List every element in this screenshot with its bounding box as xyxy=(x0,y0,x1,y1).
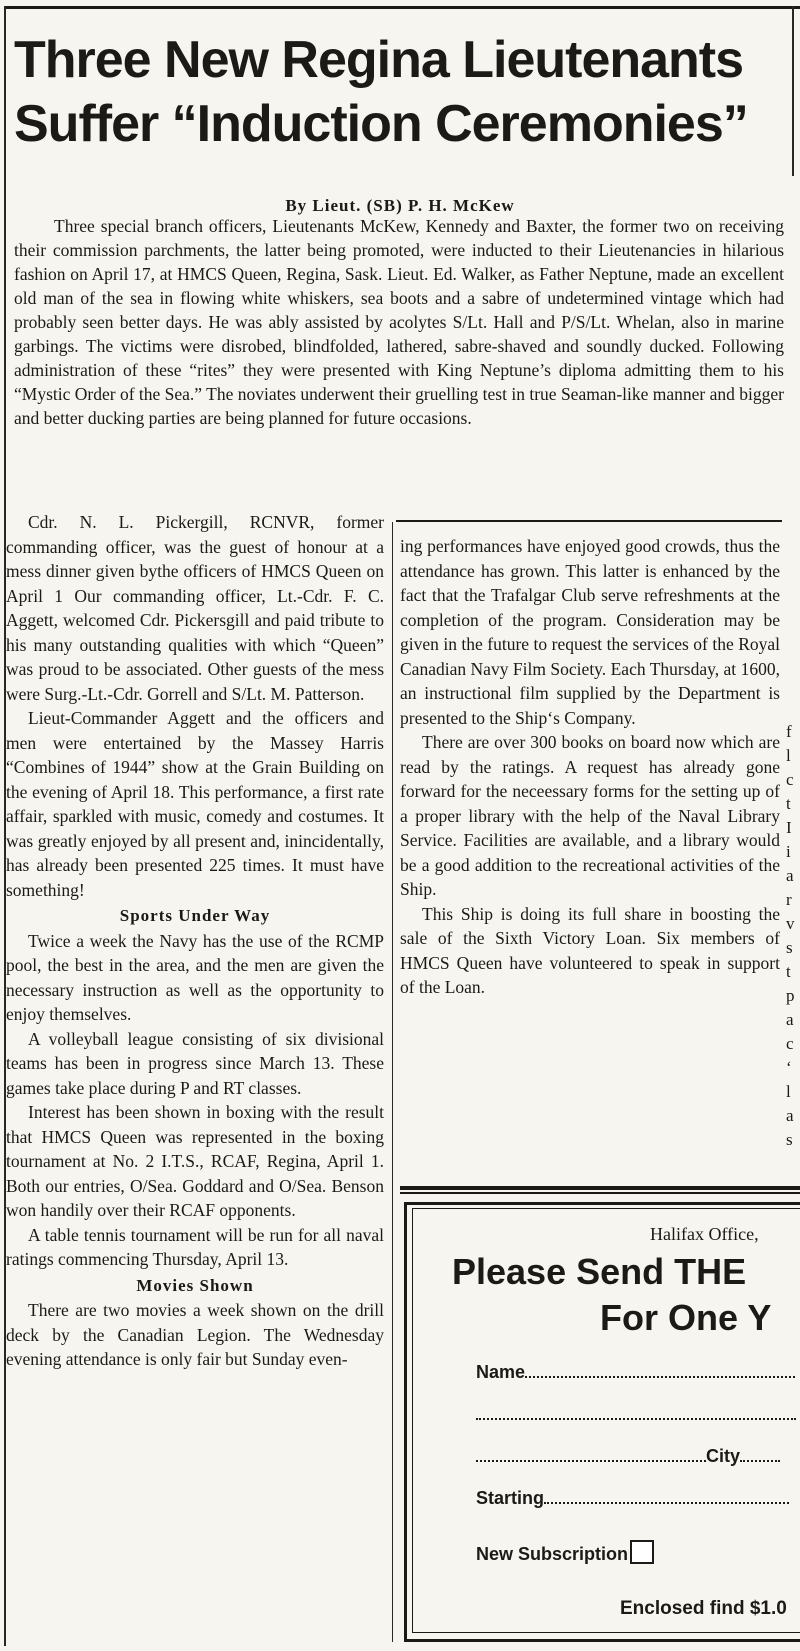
name-field-row xyxy=(476,1362,795,1383)
edge-fragment: c xyxy=(786,770,794,789)
subheading-sports: Sports Under Way xyxy=(119,906,271,925)
paragraph-volleyball: A volleyball league consisting of six divisional teams has been in progress since March 13. These games take place during P and RT classes. xyxy=(6,1028,384,1098)
paragraph-library: There are over 300 books on board now which are read by the ratings. A request has already gone forward for the neceessary forms for the setting up of a proper library with the help of the Naval Library Service. Facilities are available, and a library would be a good addition to the recreational activities of the Ship. xyxy=(400,732,780,899)
edge-fragment: l xyxy=(786,1082,791,1101)
edge-fragment: t xyxy=(786,962,791,981)
new-subscription-row xyxy=(476,1540,654,1565)
city-field-row xyxy=(476,1446,780,1467)
city-field[interactable] xyxy=(740,1456,780,1462)
edge-fragment: r xyxy=(786,890,792,909)
paragraph-victory-loan: This Ship is doing its full share in boosting the sale of the Sixth Victory Loan. Six members of HMCS Queen have volunteered to speak in support of the Loan. xyxy=(400,903,780,997)
name-label: Name xyxy=(476,1362,526,1382)
subheading-movies: Movies Shown xyxy=(136,1275,254,1295)
paragraph-table-tennis: A table tennis tournament will be run for all naval ratings commencing Thursday, April 13. xyxy=(6,1224,384,1269)
edge-fragment: ‘ xyxy=(786,1058,792,1077)
paragraph-mess-dinner: Cdr. N. L. Pickergill, RCNVR, former commanding officer, was the guest of honour at a mess dinner given bythe officers of HMCS Queen on April 1 Our commanding officer, Lt.-Cdr. F. C. Aggett, welcomed Cdr. Pickersgill and paid tribute to his many outstanding qualities with which “Queen” was proud to be associated. Other guests of the mess were Surg.-Lt.-Cdr. Gorrell and S/Lt. M. Patterson. xyxy=(6,512,384,704)
address-field-2[interactable] xyxy=(476,1456,706,1462)
form-office: Halifax Office, xyxy=(650,1224,759,1244)
form-headline-2: For One Y xyxy=(600,1297,772,1338)
new-subscription-label: New Subscription xyxy=(476,1544,629,1564)
form-headline-1: Please Send THE xyxy=(452,1251,747,1292)
starting-field-row xyxy=(476,1488,789,1509)
new-subscription-checkbox[interactable] xyxy=(630,1540,654,1564)
right-column-top-rule xyxy=(396,520,782,522)
headline-line-1: Three New Regina Lieutenants xyxy=(14,31,744,89)
address-field-row xyxy=(476,1404,796,1425)
edge-fragment: s xyxy=(786,1130,793,1149)
edge-fragment: a xyxy=(786,866,794,885)
paragraph-combines-show: Lieut-Commander Aggett and the officers and men were entertained by the Massey Harris “Combines of 1944” show at the Grain Building on the evening of April 18. This performance, a first rate affair, sparkled with music, comedy and costumes. It was greatly enjoyed by all present and, inincidentally, has already been presented 225 times. It must have something! xyxy=(6,708,384,900)
paragraph-boxing: Interest has been shown in boxing with the result that HMCS Queen was represented in the boxing tournament at No. 2 I.T.S., RCAF, Regina, April 1. Both our entries, O/Sea. Goddard and O/Sea. Benson won handily over their RCAF opponents. xyxy=(6,1102,384,1220)
right-column xyxy=(400,534,780,1000)
headline-line-2: Suffer “Induction Ceremonies” xyxy=(14,95,748,153)
edge-fragment: I xyxy=(786,818,792,837)
left-column xyxy=(6,510,384,1372)
edge-fragment: t xyxy=(786,794,791,813)
address-field[interactable] xyxy=(476,1414,796,1420)
paragraph-movies: There are two movies a week shown on the drill deck by the Canadian Legion. The Wednesday evening attendance is only fair but Sunday even- xyxy=(6,1300,384,1369)
top-rule xyxy=(4,6,800,9)
edge-fragment: v xyxy=(786,914,795,933)
edge-fragment: c xyxy=(786,1034,794,1053)
column-divider xyxy=(392,522,393,1642)
city-label: City xyxy=(706,1446,741,1466)
article-headline xyxy=(14,28,794,156)
paragraph-pool: Twice a week the Navy has the use of the RCMP pool, the best in the area, and the men are given the necessary instruction as well as the opportunity to enjoy themselves. xyxy=(6,930,384,1024)
edge-fragment: i xyxy=(786,842,791,861)
edge-fragment: a xyxy=(786,1010,794,1029)
paragraph-movies-continued: ing performances have enjoyed good crowds, thus the attendance has grown. This latter is enhanced by the fact that the Trafalgar Club serve refreshments at the completion of the program. Consideration may be given in the future to request the services of the Royal Canadian Navy Film Society. Each Thursday, at 1600, an instructional film supplied by the Department is presented to the Ship‘s Company. xyxy=(400,536,780,728)
enclosed-amount: Enclosed find $1.0 xyxy=(620,1598,787,1619)
edge-fragment: p xyxy=(786,986,795,1005)
name-field[interactable] xyxy=(525,1372,795,1378)
starting-field[interactable] xyxy=(544,1498,789,1504)
edge-fragment: f xyxy=(786,722,792,741)
edge-fragment: s xyxy=(786,938,793,957)
starting-label: Starting xyxy=(476,1488,545,1508)
byline: By Lieut. (SB) P. H. McKew xyxy=(285,196,515,215)
edge-fragment: a xyxy=(786,1106,794,1125)
form-top-double-rule xyxy=(400,1186,800,1194)
edge-fragment: l xyxy=(786,746,791,765)
lead-paragraph: Three special branch officers, Lieutenants McKew, Kennedy and Baxter, the former two on receiving their commission parchments, the latter being promoted, were inducted to their Lieutenancies in hilarious fashion on April 17, at HMCS Queen, Regina, Sask. Lieut. Ed. Walker, as Father Neptune, made an excellent old man of the sea in flowing white whiskers, sea boots and a sabre of undetermined vintage which had probably seen better days. He was ably assisted by acolytes S/Lt. Hall and P/S/Lt. Whelan, also in marine garbings. The victims were disrobed, blindfolded, lathered, sabre-shaved and soundly ducked. Following administration of these “rites” they were presented with King Neptune’s diploma admitting them to his “Mystic Order of the Sea.” The noviates underwent their gruelling test in true Seaman-like manner and bigger and better ducking parties are being planned for future occasions. xyxy=(14,216,784,428)
